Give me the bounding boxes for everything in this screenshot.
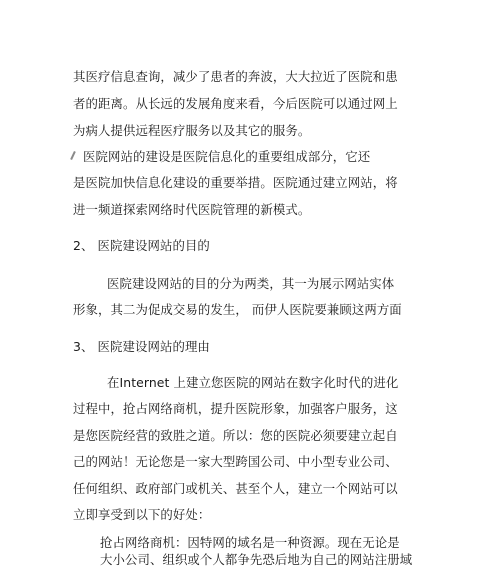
text-line: 其医疗信息查询，减少了患者的奔波，大大拉近了医院和患 (73, 69, 398, 84)
text-line: 医院建设网站的目的分为两类，其一为展示网站实体 (107, 276, 395, 291)
text-line: 己的网站！无论您是一家大型跨国公司、中小型专业公司、 (73, 454, 398, 469)
text-line: 进一频道探索网络时代医院管理的新模式。 (73, 202, 311, 217)
text-line: 是您医院经营的致胜之道。所以：您的医院必须要建立起自 (73, 428, 398, 443)
text-line: 大小公司、组织或个人都争先恐后地为自己的网站注册域 (100, 552, 413, 567)
text-line: 任何组织、政府部门或机关、甚至个人，建立一个网站可以 (73, 481, 398, 496)
text-line: 立即享受到以下的好处： (73, 507, 211, 522)
text-line: 医院网站的建设是医院信息化的重要组成部分，它还 (83, 149, 371, 164)
margin-mark (70, 151, 76, 160)
section-heading: 2、 医院建设网站的目的 (73, 238, 210, 253)
text-line: 形象，其二为促成交易的发生， 而伊人医院要兼顾这两方面 (73, 302, 402, 317)
text-line: 过程中，抢占网络商机，提升医院形象，加强客户服务，这 (73, 401, 398, 416)
text-line: 抢占网络商机：因特网的域名是一种资源。现在无论是 (100, 535, 400, 550)
text-line: 是医院加快信息化建设的重要举措。医院通过建立网站，将 (73, 175, 398, 190)
text-line: 在Internet 上建立您医院的网站在数字化时代的进化 (107, 375, 399, 390)
section-heading: 3、 医院建设网站的理由 (73, 339, 210, 354)
text-line: 者的距离。从长远的发展角度来看，今后医院可以通过网上 (73, 96, 398, 111)
text-line: 为病人提供远程医疗服务以及其它的服务。 (73, 123, 311, 138)
